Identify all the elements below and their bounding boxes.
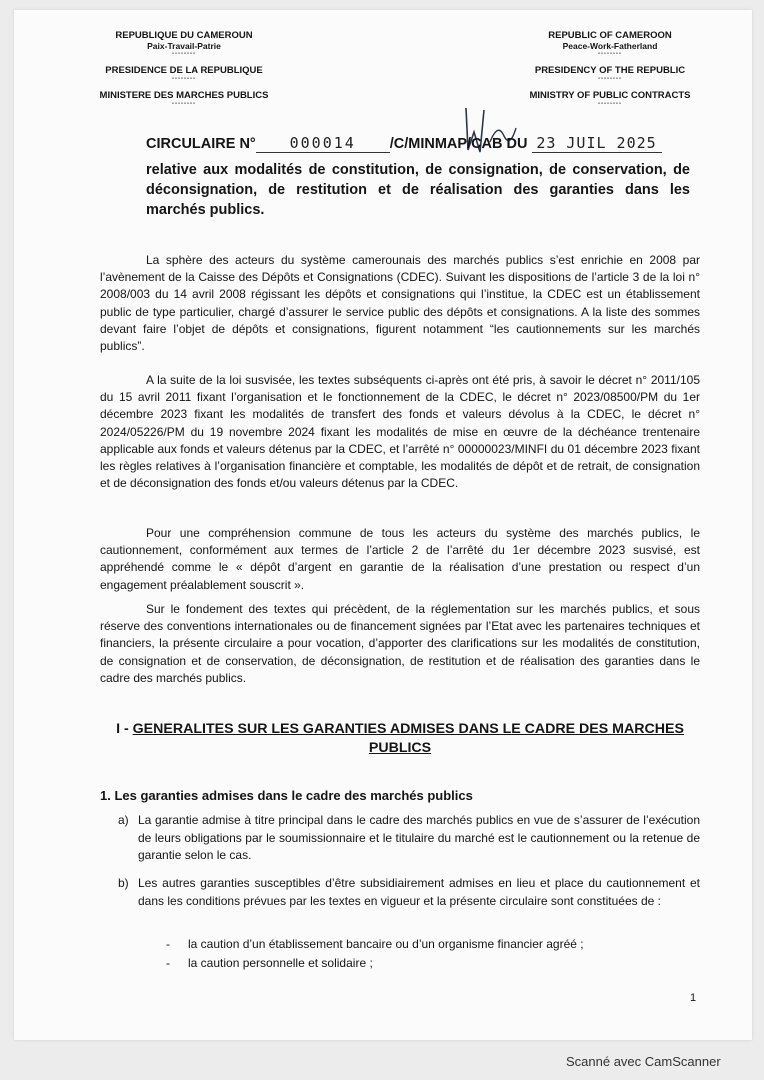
bullet-text: la caution personnelle et solidaire ; bbox=[188, 956, 373, 970]
item-text: La garantie admise à titre principal dans le cadre des marchés publics en vue de s’assurer de l’exécution de leurs obligations par le soumissionnaire et le titulaire du marché est le cautionnement ou la retenue de garantie selon le cas. bbox=[138, 813, 700, 862]
paragraph-1 bbox=[100, 252, 700, 355]
paragraph-text: Pour une compréhension commune de tous les acteurs du système des marchés publics, le cautionnement, conformément aux termes de l’article 2 de l’arrêté du 1er décembre 2023 susvisé, est appréhendé comme le « dépôt d’argent en garantie de la réalisation d’une prestation ou respect d’un engagement préalablement souscrit ». bbox=[100, 526, 700, 592]
item-letter: b) bbox=[118, 876, 129, 890]
ministry-en: MINISTRY OF PUBLIC CONTRACTS bbox=[529, 90, 691, 101]
circular-number: 000014 bbox=[256, 134, 390, 153]
presidency-en: PRESIDENCY OF THE REPUBLIC bbox=[534, 65, 686, 76]
handwritten-signature bbox=[454, 102, 524, 162]
bullet-item bbox=[166, 955, 373, 972]
country-name-fr: REPUBLIQUE DU CAMEROUN bbox=[115, 30, 253, 41]
paragraph-text: La sphère des acteurs du système camerounais des marchés publics s’est enrichie en 2008 par l’avènement de la Caisse des Dépôts et Consignations (CDEC). Suivant les dispositions de l’article 3 de la loi n° 2008/003 du 14 avril 2008 régissant les dépôts et consignations qui l’institue, la CDEC est un établissement public de type particulier, chargé d’assurer le service public des dépôts et consignations. A la liste des sommes devant faire l’objet de dépôts et consignations, figurent notamment “les cautionnements sur les marchés publics”. bbox=[100, 253, 700, 354]
section-number: I - bbox=[116, 721, 129, 737]
scanner-watermark: Scanné avec CamScanner bbox=[566, 1054, 721, 1069]
header-left bbox=[54, 30, 314, 108]
page-number: 1 bbox=[690, 992, 697, 1004]
motto-fr: Paix-Travail-Patrie bbox=[147, 41, 221, 51]
paragraph-text: A la suite de la loi susvisée, les textes subséquents ci-après ont été pris, à savoir le décret n° 2011/105 du 15 avril 2011 fixant l’organisation et le fonctionnement de la CDEC, le décret n° 2023/08500/PM du 1er décembre 2023 fixant les modalités de transfert des fonds et valeurs dévolus à la CDEC, le décret n° 2024/05226/PM du 19 novembre 2024 fixant les modalités de mise en œuvre de la déchéance trentenaire applicable aux fonds et valeurs détenus par la CDEC, et l’arrêté n° 00000023/MINFI du 01 décembre 2023 fixant les règles relatives à l’organisation financière et comptable, les modalités de dépôt et de retrait, de consignation et de déconsignation des fonds et/ou valeurs détenus par la CDEC. bbox=[100, 373, 700, 491]
bullet-item bbox=[166, 936, 584, 953]
document-page bbox=[14, 10, 752, 1040]
section-heading bbox=[100, 720, 700, 758]
paragraph-4 bbox=[100, 601, 700, 687]
separator: -------- bbox=[172, 51, 196, 57]
item-letter: a) bbox=[118, 813, 129, 827]
section-title: GENERALITES SUR LES GARANTIES ADMISES DANS LE CADRE DES MARCHES PUBLICS bbox=[132, 721, 684, 756]
separator: -------- bbox=[172, 76, 196, 82]
list-item-a bbox=[118, 812, 700, 865]
separator: -------- bbox=[598, 101, 622, 107]
list-item-b bbox=[118, 875, 700, 910]
paragraph-text: Sur le fondement des textes qui précèdent, de la réglementation sur les marchés publics, et sous réserve des conventions internationales ou de financement signées par l’Etat avec les partenaires techniques et financiers, la présente circulaire a pour vocation, d’apporter des clarifications sur les modalités de constitution, de consignation et de conservation, de déconsignation, de restitution et de réalisation des garanties dans le cadre des marchés publics. bbox=[100, 602, 700, 685]
country-name-en: REPUBLIC OF CAMEROON bbox=[548, 30, 672, 41]
bullet-marker: - bbox=[166, 937, 170, 951]
bullet-text: la caution d’un établissement bancaire ou d’un organisme financier agréé ; bbox=[188, 937, 584, 951]
presidency-fr: PRESIDENCE DE LA REPUBLIQUE bbox=[105, 65, 263, 76]
circular-reference-code: /C/MINMAP/CAB DU bbox=[389, 136, 528, 152]
item-text: Les autres garanties susceptibles d’être subsidiairement admises en lieu et place du cautionnement et dans les conditions prévues par les textes en vigueur et la présente circulaire sont constituées de : bbox=[138, 876, 700, 908]
circular-label: CIRCULAIRE N° bbox=[146, 136, 256, 152]
circular-date: 23 JUIL 2025 bbox=[532, 134, 662, 153]
circular-reference bbox=[146, 134, 662, 153]
ministry-fr: MINISTERE DES MARCHES PUBLICS bbox=[99, 90, 269, 101]
subsection-heading: 1. Les garanties admises dans le cadre des marchés publics bbox=[100, 788, 473, 803]
paragraph-3 bbox=[100, 525, 700, 594]
separator: -------- bbox=[598, 76, 622, 82]
separator: -------- bbox=[172, 101, 196, 107]
motto-en: Peace-Work-Fatherland bbox=[562, 41, 658, 51]
circular-subject: relative aux modalités de constitution, de consignation, de conservation, de déconsignation, de restitution et de réalisation des garanties dans les marchés publics. bbox=[146, 162, 690, 218]
bullet-marker: - bbox=[166, 956, 170, 970]
separator: -------- bbox=[598, 51, 622, 57]
header-right bbox=[480, 30, 740, 108]
paragraph-2 bbox=[100, 372, 700, 492]
